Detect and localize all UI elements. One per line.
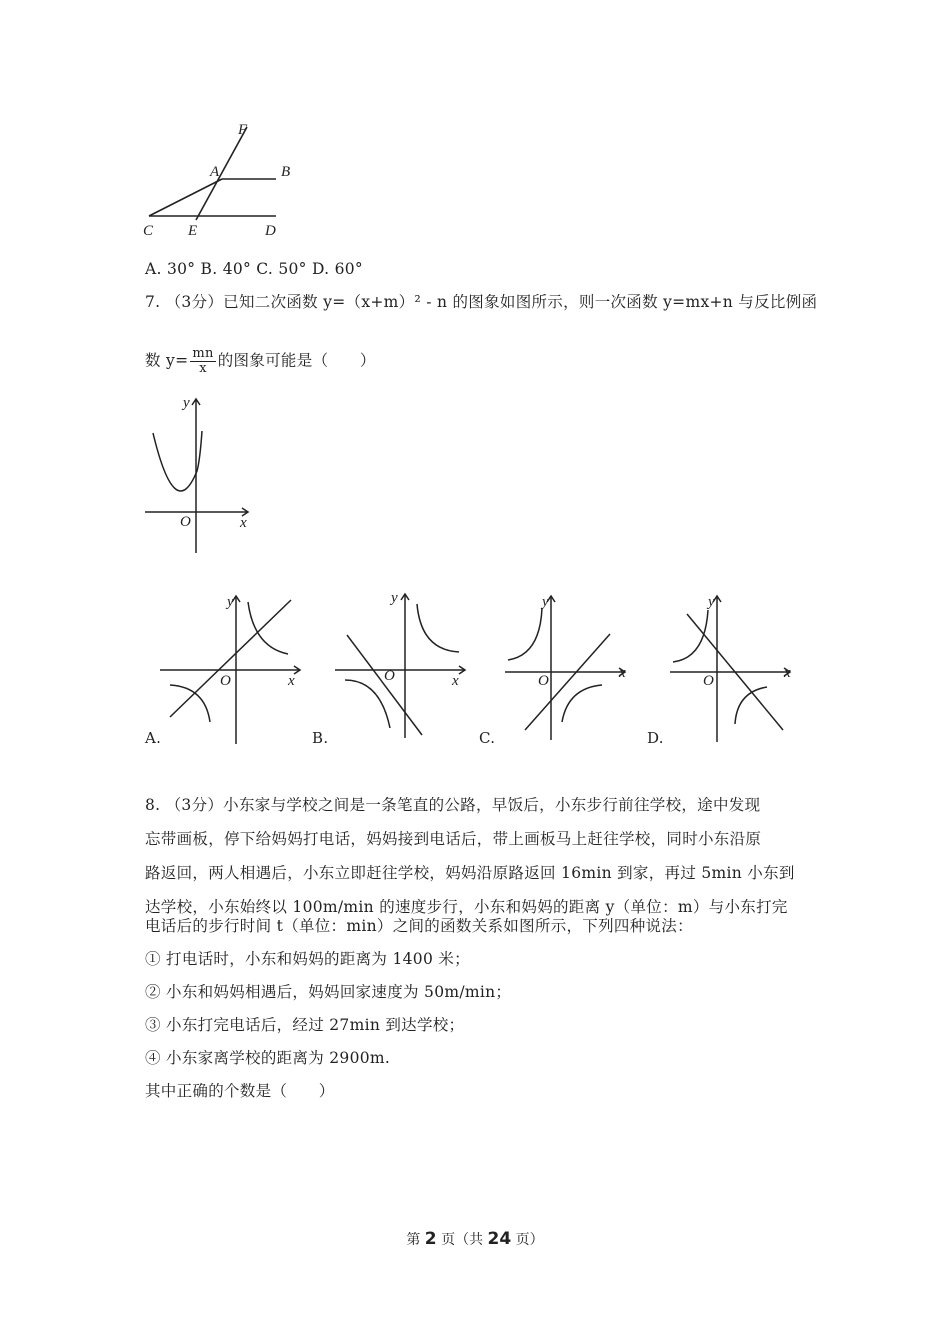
q6-geometry-figure (135, 115, 305, 245)
line-ca (149, 179, 222, 216)
fraction-numerator: mn (192, 346, 214, 361)
q8-stem-line1: 8. （3分）小东家与学校之间是一条笔直的公路，早饭后，小东步行前往学校，途中发现 (145, 796, 761, 814)
q7-option-a-label: A. (145, 729, 162, 747)
q8-statement-1: ① 打电话时，小东和妈妈的距离为 1400 米； (145, 950, 470, 968)
label-e: E (188, 223, 198, 239)
hyperbola-upper (417, 604, 459, 652)
hyperbola-lower (345, 680, 390, 728)
page-footer (0, 1229, 950, 1249)
q7-option-d-label: D. (647, 729, 664, 747)
q6-options: A. 30° B. 40° C. 50° D. 60° (145, 260, 363, 278)
label-a: A (210, 164, 220, 180)
origin-label: O (703, 673, 714, 689)
axis-x-label: x (288, 673, 295, 689)
hyperbola-upper (248, 602, 288, 654)
linear-line (170, 600, 291, 717)
footer-total-pages: 24 (487, 1229, 512, 1249)
q7-parabola-graph (140, 393, 260, 558)
fraction-denominator: x (199, 361, 207, 376)
q7-line2-suffix: 的图象可能是（ ） (217, 351, 376, 370)
q8-stem-line5: 电话后的步行时间 t（单位：min）之间的函数关系如图所示，下列四种说法： (145, 917, 693, 935)
axis-y-label: y (708, 594, 715, 610)
axis-y-label: y (542, 594, 549, 610)
origin-label: O (220, 673, 231, 689)
q7-stem-line1: 7. （3分）已知二次函数 y=（x+m）² - n 的图象如图所示，则一次函数 y=mx+n 与反比例函 (145, 293, 818, 311)
q7-option-b-graph (335, 588, 475, 743)
origin-label: O (180, 514, 191, 530)
axis-y-label: y (391, 590, 398, 606)
q7-option-b-label: B. (312, 729, 329, 747)
q8-statement-2: ② 小东和妈妈相遇后，妈妈回家速度为 50m/min； (145, 983, 512, 1001)
label-c: C (143, 223, 154, 239)
q7-line2-prefix: 数 y= (145, 351, 189, 370)
axis-x-label: x (240, 515, 247, 531)
q8-question: 其中正确的个数是（ ） (145, 1082, 335, 1100)
footer-suffix: 页） (515, 1232, 544, 1248)
axis-x-label: x (619, 665, 626, 681)
hyperbola-upper (508, 608, 542, 660)
label-b: B (281, 164, 291, 180)
footer-page-number: 2 (424, 1229, 437, 1249)
q8-stem-line3: 路返回，两人相遇后，小东立即赶往学校，妈妈沿原路返回 16min 到家，再过 5min 小东到 (145, 864, 795, 882)
axis-y-label: y (227, 594, 234, 610)
q8-statement-4: ④ 小东家离学校的距离为 2900m. (145, 1049, 391, 1067)
q8-statement-3: ③ 小东打完电话后，经过 27min 到达学校； (145, 1016, 465, 1034)
q7-option-c-label: C. (479, 729, 496, 747)
label-f: F (238, 122, 248, 138)
origin-label: O (384, 668, 395, 684)
origin-label: O (538, 673, 549, 689)
q8-stem-line2: 忘带画板，停下给妈妈打电话，妈妈接到电话后，带上画板马上赶往学校，同时小东沿原 (145, 830, 762, 848)
footer-prefix: 第 (406, 1232, 421, 1248)
q7-option-a-graph (160, 592, 310, 747)
q8-stem-line4: 达学校，小东始终以 100m/min 的速度步行，小东和妈妈的距离 y（单位：m）与小东打完 (145, 898, 788, 916)
axis-y-label: y (183, 395, 190, 411)
q7-option-d-graph (665, 592, 805, 747)
line-ef (196, 127, 247, 220)
q7-option-c-graph (500, 592, 640, 747)
linear-line (347, 635, 422, 735)
hyperbola-lower (170, 685, 210, 722)
q7-stem-line2 (145, 347, 376, 376)
label-d: D (265, 223, 276, 239)
hyperbola-lower (562, 685, 602, 722)
q7-fraction (190, 347, 215, 376)
axis-x-label: x (452, 673, 459, 689)
parabola-curve (153, 431, 202, 491)
axis-x-label: x (784, 665, 791, 681)
footer-middle: 页（共 (441, 1232, 484, 1248)
